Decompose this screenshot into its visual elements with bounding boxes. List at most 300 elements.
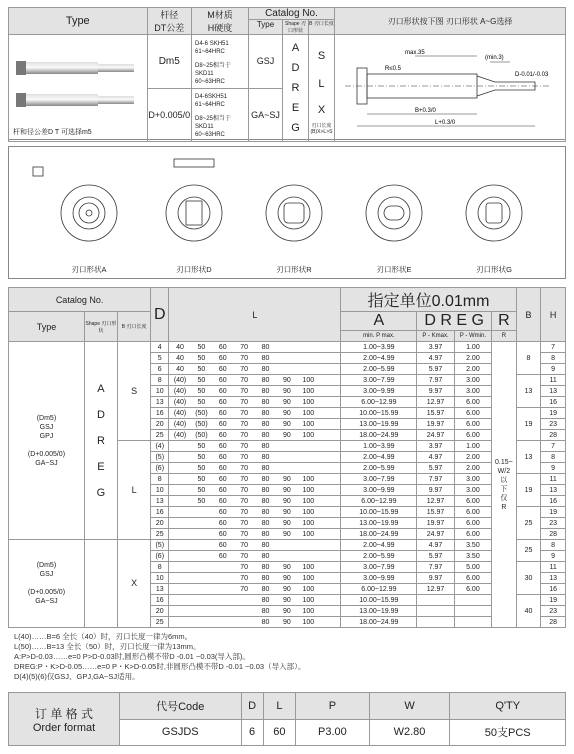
spec-a-sub: min. P max. xyxy=(341,331,417,342)
order-h-p: P xyxy=(296,693,369,720)
spec-shape-header: Shape 刃口形状 xyxy=(84,312,117,342)
spec-h-value: 7 xyxy=(541,441,566,452)
spec-l-value xyxy=(276,551,297,562)
spec-l-value: 80 xyxy=(255,386,276,397)
shape-a-drawing xyxy=(33,167,117,241)
spec-l-value xyxy=(276,342,297,353)
spec-l-value: 80 xyxy=(255,353,276,364)
spec-l-value xyxy=(169,441,191,452)
spec-l-value: 50 xyxy=(191,441,212,452)
spec-l-value xyxy=(212,595,233,606)
spec-l-value: 50 xyxy=(191,342,212,353)
punch-photo-cell xyxy=(9,35,148,142)
spec-l-value: 90 xyxy=(276,397,297,408)
spec-d-value: (5) xyxy=(151,452,169,463)
note-4: DREG:P・K>D-0.05……e=0 P・K>D-0.05时,非圆形凸模不带D -0.01 ~0.03（导入部）。 xyxy=(14,662,306,671)
spec-l-value: 60 xyxy=(212,386,233,397)
spec-a-range: 3.00~7.99 xyxy=(341,562,417,573)
spec-h-value: 11 xyxy=(541,474,566,485)
spec-l-value: 70 xyxy=(234,463,255,474)
note-3: A:P>D-0.03……e=0 P>D-0.03时,圆形凸模不带D -0.01 ~0.03(导入部)。 xyxy=(14,652,250,661)
punch-dimension-drawing xyxy=(335,36,565,140)
note-5: D(4)(5)(6)仅GSJ、GPJ,GA~SJ适用。 xyxy=(14,672,140,681)
spec-w-min: 6.00 xyxy=(454,584,491,595)
spec-l-value: 80 xyxy=(255,342,276,353)
spec-blen-header: B 刃口长度 xyxy=(118,312,151,342)
spec-a-range: 2.00~5.99 xyxy=(341,551,417,562)
spec-l-value: (50) xyxy=(191,408,212,419)
spec-l-value xyxy=(319,496,341,507)
spec-l-value: 60 xyxy=(212,551,233,562)
spec-l-value: 60 xyxy=(212,540,233,551)
spec-d-value: 16 xyxy=(151,408,169,419)
catalog-b-cell: S L X 刃口长度(B)X>L>S xyxy=(308,35,334,142)
spec-l-value: 90 xyxy=(276,529,297,540)
mh-header: M材质 H硬度 xyxy=(192,8,249,35)
spec-l-value: 90 xyxy=(276,562,297,573)
spec-l-value: 50 xyxy=(191,463,212,474)
spec-d-value: 25 xyxy=(151,617,169,628)
dim-max35: max.35 xyxy=(405,50,425,56)
order-h-qty: Q'TY xyxy=(450,693,566,720)
spec-l-value xyxy=(298,364,319,375)
spec-b-header: B xyxy=(516,288,541,342)
spec-k-max: 4.97 xyxy=(417,353,454,364)
spec-b-value: 13 xyxy=(516,441,541,474)
spec-a-range: 13.00~19.99 xyxy=(341,606,417,617)
spec-l-value: 70 xyxy=(234,518,255,529)
spec-a-range: 2.00~5.99 xyxy=(341,364,417,375)
spec-k-sub: P - Kmax. xyxy=(417,331,454,342)
catalog-shape-cell: A D R E G xyxy=(282,35,308,142)
catalog-header: Catalog No. Type Shape 刃口形状 B 刃口长度 xyxy=(248,8,334,35)
spec-k-max: 9.97 xyxy=(417,485,454,496)
spec-l-value: 60 xyxy=(212,452,233,463)
order-v-p: P3.00 xyxy=(296,719,369,746)
spec-l-value xyxy=(212,617,233,628)
spec-w-min: 6.00 xyxy=(454,573,491,584)
dt-header: 杆径 DT公差 xyxy=(147,8,191,35)
punch-drawing-cell xyxy=(335,35,566,142)
spec-w-min: 5.00 xyxy=(454,562,491,573)
spec-l-value: 50 xyxy=(191,474,212,485)
spec-k-max: 5.97 xyxy=(417,364,454,375)
spec-unit-header: 指定单位0.01mm xyxy=(341,288,516,312)
spec-l-value: 100 xyxy=(298,584,319,595)
spec-l-value: (40) xyxy=(169,408,191,419)
spec-l-value xyxy=(169,551,191,562)
spec-l-value: 40 xyxy=(169,342,191,353)
spec-h-value: 11 xyxy=(541,375,566,386)
spec-l-value: 100 xyxy=(298,595,319,606)
spec-l-value: (40) xyxy=(169,375,191,386)
spec-r-header: R xyxy=(492,312,517,331)
spec-l-value: 70 xyxy=(234,430,255,441)
spec-d-header: D xyxy=(151,288,169,342)
spec-l-value: 60 xyxy=(212,441,233,452)
spec-l-value xyxy=(212,606,233,617)
punch-tip-2 xyxy=(98,96,134,104)
shape-drawings xyxy=(9,153,565,265)
spec-l-value xyxy=(191,551,212,562)
spec-l-value: 50 xyxy=(191,353,212,364)
spec-l-value: 100 xyxy=(298,386,319,397)
spec-b-value: 8 xyxy=(516,342,541,375)
spec-l-value: 100 xyxy=(298,397,319,408)
spec-l-value xyxy=(191,595,212,606)
spec-l-value xyxy=(234,617,255,628)
order-v-code: GSJDS xyxy=(120,719,242,746)
spec-l-value xyxy=(169,584,191,595)
spec-a-range: 13.00~19.99 xyxy=(341,518,417,529)
shape-drawings-panel xyxy=(8,146,566,279)
spec-d-value: 10 xyxy=(151,386,169,397)
spec-k-max: 15.97 xyxy=(417,507,454,518)
spec-l-value xyxy=(319,364,341,375)
spec-l-value xyxy=(212,573,233,584)
spec-l-value: 50 xyxy=(191,397,212,408)
spec-w-min: 6.00 xyxy=(454,518,491,529)
spec-l-value: (40) xyxy=(169,430,191,441)
spec-l-value xyxy=(191,518,212,529)
spec-l-value: 80 xyxy=(255,573,276,584)
spec-l-value: 70 xyxy=(234,375,255,386)
spec-k-max: 12.97 xyxy=(417,584,454,595)
spec-l-value: 70 xyxy=(234,485,255,496)
spec-l-value xyxy=(212,562,233,573)
material-cell: D4-6 SKH51 61~64HRC D8~25相当于SKD11 60~63HRC D4-6SKH51 61~64HRC D8~25相当于SKD11 60~63HRC xyxy=(192,35,249,142)
spec-l-value: 80 xyxy=(255,441,276,452)
spec-k-max: 15.97 xyxy=(417,408,454,419)
spec-d-value: (4) xyxy=(151,441,169,452)
spec-l-value: 70 xyxy=(234,573,255,584)
spec-l-value: 100 xyxy=(298,606,319,617)
spec-k-max: 19.97 xyxy=(417,518,454,529)
spec-row xyxy=(9,342,566,353)
spec-l-value xyxy=(319,430,341,441)
spec-l-value xyxy=(169,452,191,463)
punch-shank-2 xyxy=(26,94,98,106)
spec-l-value: 60 xyxy=(212,485,233,496)
spec-h-value: 23 xyxy=(541,606,566,617)
spec-l-value: 90 xyxy=(276,595,297,606)
spec-l-value: 80 xyxy=(255,419,276,430)
spec-h-value: 19 xyxy=(541,595,566,606)
dim-l: L+0.3/0 xyxy=(435,120,456,126)
spec-l-value xyxy=(276,540,297,551)
spec-h-value: 16 xyxy=(541,496,566,507)
spec-w-min: 2.00 xyxy=(454,452,491,463)
spec-l-value: 80 xyxy=(255,584,276,595)
spec-l-value: 90 xyxy=(276,496,297,507)
spec-l-value: 70 xyxy=(234,540,255,551)
spec-h-value: 16 xyxy=(541,397,566,408)
spec-l-value xyxy=(319,584,341,595)
spec-l-value: (50) xyxy=(191,419,212,430)
spec-a-range: 3.00~9.99 xyxy=(341,573,417,584)
spec-a-range: 10.00~15.99 xyxy=(341,507,417,518)
spec-d-value: 20 xyxy=(151,606,169,617)
spec-l-value xyxy=(298,441,319,452)
spec-k-max: 9.97 xyxy=(417,386,454,397)
spec-w-min: 6.00 xyxy=(454,507,491,518)
spec-r-range: 0.15~ W/2 以 下 仅 R xyxy=(492,342,517,628)
spec-k-max xyxy=(417,595,454,606)
spec-a-range: 2.00~4.99 xyxy=(341,540,417,551)
spec-w-min: 6.00 xyxy=(454,408,491,419)
spec-l-value xyxy=(169,463,191,474)
spec-l-value: 50 xyxy=(191,485,212,496)
spec-l-value: 80 xyxy=(255,463,276,474)
spec-w-min: 3.50 xyxy=(454,551,491,562)
spec-d-value: 20 xyxy=(151,518,169,529)
spec-l-value: 80 xyxy=(255,518,276,529)
spec-w-min: 3.00 xyxy=(454,375,491,386)
spec-l-value: 100 xyxy=(298,430,319,441)
spec-l-value: 80 xyxy=(255,364,276,375)
spec-l-value: 40 xyxy=(169,353,191,364)
spec-a-range: 1.00~3.99 xyxy=(341,342,417,353)
spec-b-value: 25 xyxy=(516,540,541,562)
spec-l-value: 70 xyxy=(234,353,255,364)
spec-b-value: 40 xyxy=(516,595,541,628)
spec-w-min: 1.00 xyxy=(454,441,491,452)
order-v-qty: 50支PCS xyxy=(450,719,566,746)
punch-shank xyxy=(26,62,98,74)
spec-l-value xyxy=(319,617,341,628)
spec-k-max: 4.97 xyxy=(417,452,454,463)
spec-l-value: 50 xyxy=(191,375,212,386)
spec-l-value xyxy=(169,617,191,628)
spec-d-value: 8 xyxy=(151,375,169,386)
dim-min3: (min.3) xyxy=(485,55,504,61)
spec-l-value xyxy=(319,573,341,584)
spec-l-value xyxy=(319,342,341,353)
spec-w-min: 2.00 xyxy=(454,364,491,375)
spec-l-value: 60 xyxy=(212,529,233,540)
spec-l-value: 80 xyxy=(255,507,276,518)
spec-l-value: 90 xyxy=(276,474,297,485)
spec-h-value: 19 xyxy=(541,408,566,419)
spec-l-value: 70 xyxy=(234,408,255,419)
dim-r: R≤0.5 xyxy=(385,66,401,72)
spec-l-value xyxy=(169,562,191,573)
spec-l-value xyxy=(212,584,233,595)
spec-table xyxy=(8,287,566,628)
spec-a-range: 3.00~7.99 xyxy=(341,474,417,485)
spec-b-value: 25 xyxy=(516,507,541,540)
spec-d-value: (6) xyxy=(151,551,169,562)
spec-w-min xyxy=(454,617,491,628)
order-v-l: 60 xyxy=(263,719,296,746)
spec-b-value: 30 xyxy=(516,562,541,595)
punch-photo xyxy=(10,35,146,139)
spec-h-value: 28 xyxy=(541,430,566,441)
spec-k-max: 5.97 xyxy=(417,551,454,562)
spec-l-value: (40) xyxy=(169,397,191,408)
punch-head xyxy=(16,61,26,75)
spec-l-value: 100 xyxy=(298,375,319,386)
spec-w-min: 6.00 xyxy=(454,419,491,430)
spec-a-header: A xyxy=(341,312,417,331)
spec-h-value: 28 xyxy=(541,617,566,628)
spec-l-value: 100 xyxy=(298,573,319,584)
spec-d-value: 10 xyxy=(151,573,169,584)
spec-l-value xyxy=(276,463,297,474)
spec-l-value: 60 xyxy=(212,375,233,386)
order-v-w: W2.80 xyxy=(369,719,450,746)
order-h-w: W xyxy=(369,693,450,720)
spec-l-value: 90 xyxy=(276,507,297,518)
spec-k-max: 7.97 xyxy=(417,375,454,386)
spec-l-value: 80 xyxy=(255,595,276,606)
spec-l-value: 70 xyxy=(234,496,255,507)
order-format-table xyxy=(8,692,566,746)
spec-l-value xyxy=(319,529,341,540)
spec-l-value: 80 xyxy=(255,474,276,485)
spec-l-value xyxy=(191,584,212,595)
spec-l-value: 70 xyxy=(234,342,255,353)
spec-l-value xyxy=(319,386,341,397)
spec-l-value: 70 xyxy=(234,386,255,397)
spec-l-value xyxy=(319,408,341,419)
spec-d-value: (5) xyxy=(151,540,169,551)
spec-l-value: 60 xyxy=(212,408,233,419)
spec-k-max: 12.97 xyxy=(417,496,454,507)
spec-k-max: 24.97 xyxy=(417,430,454,441)
spec-l-value xyxy=(298,452,319,463)
spec-d-value: 4 xyxy=(151,342,169,353)
spec-l-value: 70 xyxy=(234,397,255,408)
order-v-d: 6 xyxy=(241,719,263,746)
spec-l-value: 100 xyxy=(298,562,319,573)
spec-a-range: 3.00~7.99 xyxy=(341,375,417,386)
order-h-l: L xyxy=(263,693,296,720)
note-2: L(50)……B=13 全长（50）时，刃口长度一律为13mm。 xyxy=(14,642,201,651)
spec-h-value: 13 xyxy=(541,386,566,397)
spec-l-value: 80 xyxy=(255,529,276,540)
spec-shapes-group-1: A D R E G xyxy=(84,342,117,540)
spec-l-value: 100 xyxy=(298,419,319,430)
spec-l-value: 90 xyxy=(276,408,297,419)
shape-g-drawing xyxy=(466,185,522,241)
spec-l-value: 80 xyxy=(255,551,276,562)
spec-l-value xyxy=(276,441,297,452)
spec-l-value xyxy=(169,518,191,529)
spec-l-value: 60 xyxy=(212,430,233,441)
spec-l-value: 80 xyxy=(255,496,276,507)
shape-label-g: 刃口形状G xyxy=(476,265,512,274)
spec-catalog-header: Catalog No. xyxy=(9,288,151,312)
spec-l-value xyxy=(319,518,341,529)
spec-w-min xyxy=(454,606,491,617)
spec-h-value: 13 xyxy=(541,485,566,496)
spec-l-value: 90 xyxy=(276,617,297,628)
spec-d-value: 16 xyxy=(151,507,169,518)
spec-k-max: 3.97 xyxy=(417,342,454,353)
spec-l-value: 90 xyxy=(276,518,297,529)
spec-d-value: 5 xyxy=(151,353,169,364)
spec-a-range: 6.00~12.99 xyxy=(341,584,417,595)
spec-l-value: 90 xyxy=(276,573,297,584)
spec-k-max: 7.97 xyxy=(417,562,454,573)
shape-label-r: 刃口形状R xyxy=(276,265,312,274)
spec-l-value: 100 xyxy=(298,474,319,485)
spec-l-value: 60 xyxy=(212,518,233,529)
spec-l-value: 90 xyxy=(276,375,297,386)
spec-d-value: 13 xyxy=(151,397,169,408)
spec-w-min: 3.50 xyxy=(454,540,491,551)
spec-l-value xyxy=(319,419,341,430)
spec-a-range: 18.00~24.99 xyxy=(341,617,417,628)
spec-a-range: 2.00~4.99 xyxy=(341,353,417,364)
spec-d-value: 16 xyxy=(151,595,169,606)
punch-tip xyxy=(98,64,134,72)
spec-l-value xyxy=(169,496,191,507)
spec-l-value xyxy=(169,474,191,485)
spec-l-value xyxy=(191,573,212,584)
spec-l-value: 60 xyxy=(212,397,233,408)
spec-l-value: 60 xyxy=(212,474,233,485)
spec-k-max: 7.97 xyxy=(417,474,454,485)
spec-l-value: 60 xyxy=(212,463,233,474)
spec-l-value: 100 xyxy=(298,507,319,518)
spec-l-value xyxy=(319,562,341,573)
spec-l-value: 50 xyxy=(191,364,212,375)
spec-w-min: 6.00 xyxy=(454,529,491,540)
spec-l-value xyxy=(319,551,341,562)
spec-l-value xyxy=(169,595,191,606)
spec-l-value xyxy=(298,540,319,551)
spec-l-value: (40) xyxy=(169,419,191,430)
spec-w-min: 3.00 xyxy=(454,474,491,485)
spec-w-min: 6.00 xyxy=(454,496,491,507)
spec-l-value: 60 xyxy=(212,496,233,507)
spec-l-value xyxy=(319,353,341,364)
spec-h-value: 8 xyxy=(541,540,566,551)
spec-k-max: 5.97 xyxy=(417,463,454,474)
spec-l-value: 90 xyxy=(276,430,297,441)
spec-l-value xyxy=(319,441,341,452)
spec-l-value: 90 xyxy=(276,606,297,617)
dim-b: B+0.3/0 xyxy=(415,108,436,114)
spec-a-range: 6.00~12.99 xyxy=(341,496,417,507)
spec-l-value: 60 xyxy=(212,507,233,518)
spec-l-value: 70 xyxy=(234,551,255,562)
spec-blen-X: X xyxy=(118,540,151,628)
spec-l-value: 70 xyxy=(234,419,255,430)
spec-l-value: 70 xyxy=(234,584,255,595)
spec-row xyxy=(9,540,566,551)
spec-b-value: 13 xyxy=(516,375,541,408)
spec-a-range: 3.00~9.99 xyxy=(341,485,417,496)
spec-l-value xyxy=(319,595,341,606)
spec-l-value: 90 xyxy=(276,386,297,397)
spec-l-value xyxy=(276,452,297,463)
spec-l-value: 90 xyxy=(276,584,297,595)
spec-type-header: Type xyxy=(9,312,85,342)
spec-shapes-group-2 xyxy=(84,540,117,628)
spec-dreg-header: D R E G xyxy=(417,312,492,331)
spec-l-value: 70 xyxy=(234,452,255,463)
spec-l-value xyxy=(319,463,341,474)
spec-h-value: 8 xyxy=(541,452,566,463)
spec-type-group-2: (Dm5) GSJ (D+0.005/0) GA~SJ xyxy=(9,540,85,628)
spec-h-value: 9 xyxy=(541,463,566,474)
spec-h-header: H xyxy=(541,288,566,342)
spec-l-value: 70 xyxy=(234,441,255,452)
spec-l-value xyxy=(298,353,319,364)
